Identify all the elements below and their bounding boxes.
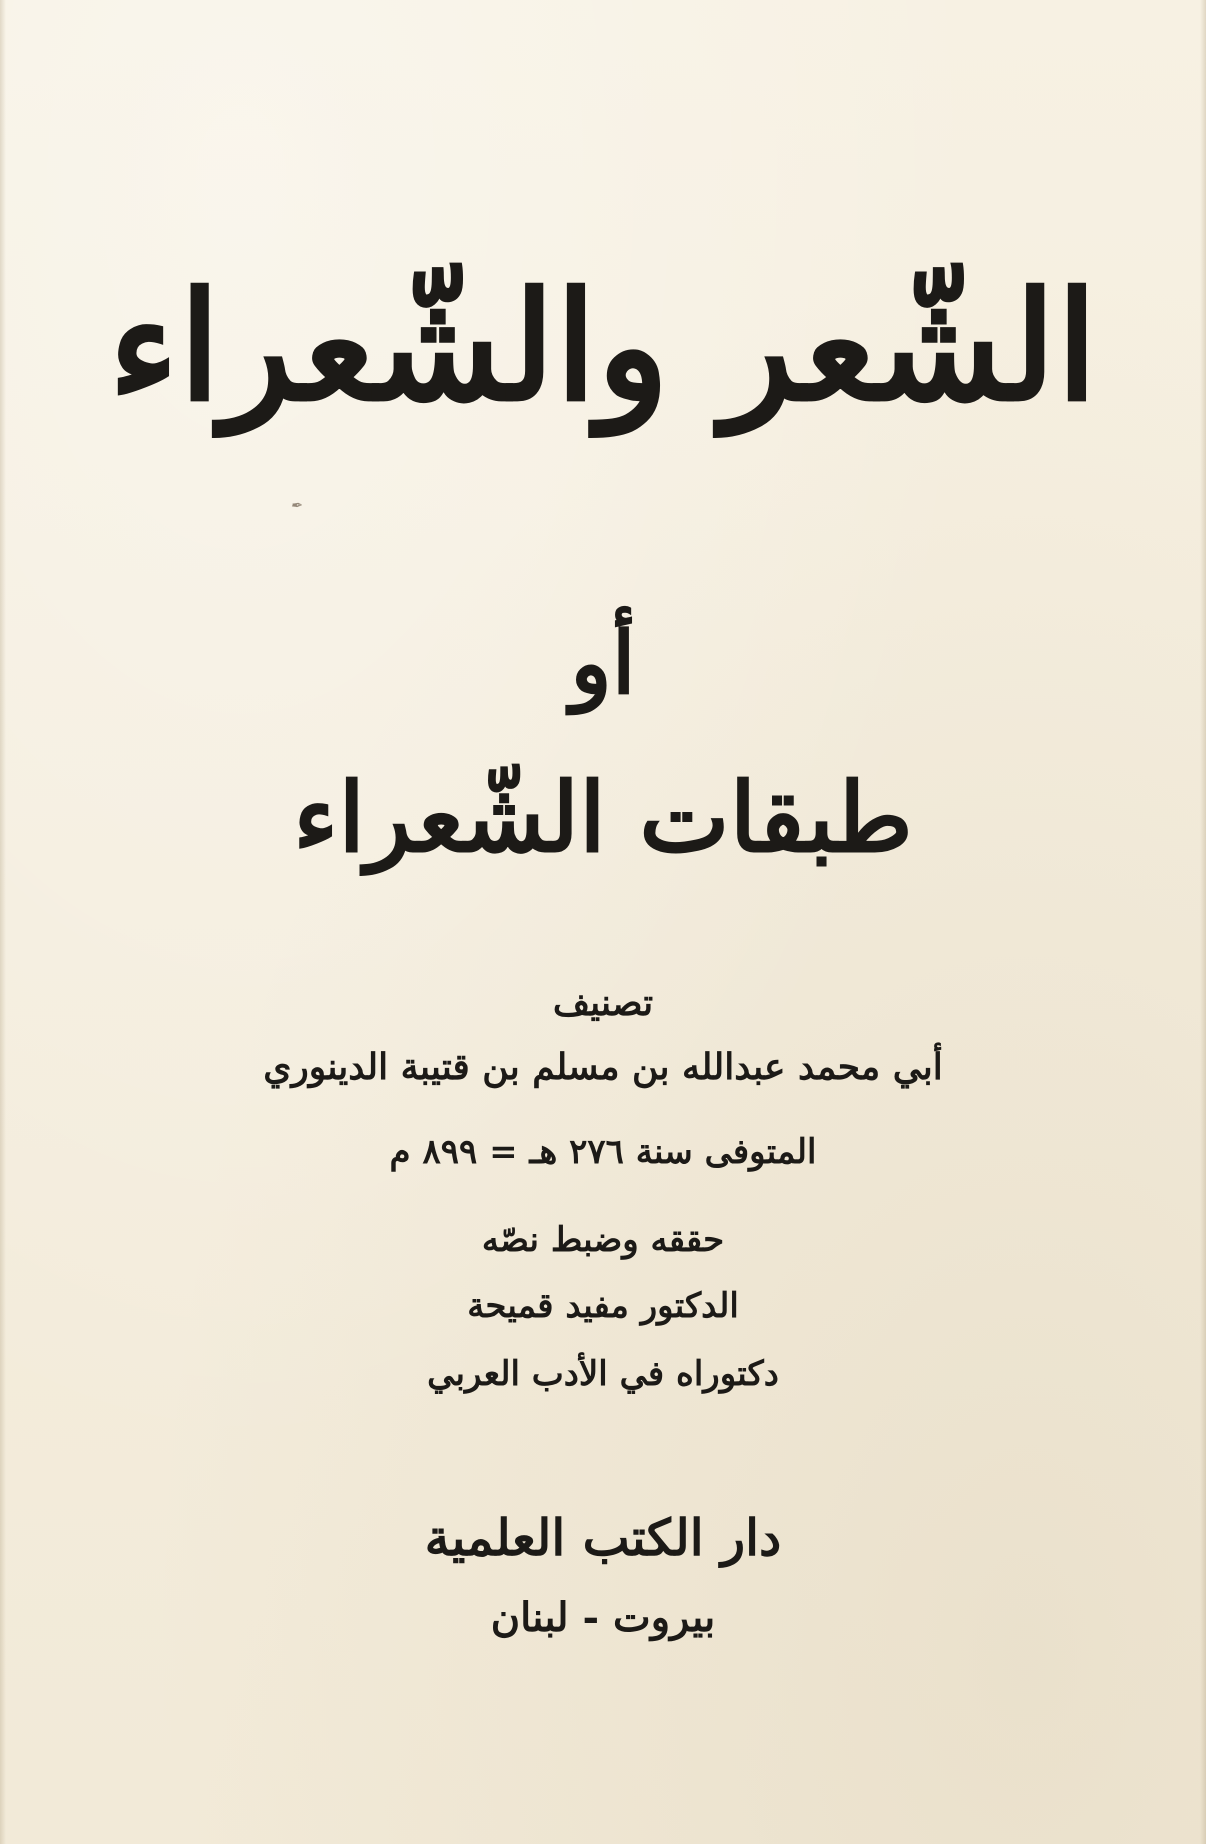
editor-role: حققه وضبط نصّه — [481, 1220, 725, 1260]
publisher-city: بيروت - لبنان — [490, 1594, 716, 1641]
publisher-name: دار الكتب العلمية — [424, 1508, 782, 1567]
book-title: الشّعر والشّعراء — [108, 259, 1098, 435]
library-stamp: ✒ — [290, 498, 302, 514]
title-conjunction: أو — [570, 613, 636, 714]
book-subtitle: طبقات الشّعراء — [293, 761, 913, 874]
author-name: أبي محمد عبدالله بن مسلم بن قتيبة الدينوري — [263, 1046, 943, 1088]
editor-name: الدكتور مفيد قميحة — [467, 1286, 739, 1326]
author-death-date: المتوفى سنة ٢٧٦ هـ = ٨٩٩ م — [389, 1132, 817, 1172]
editor-degree: دكتوراه في الأدب العربي — [427, 1354, 779, 1394]
compiled-by-label: تصنيف — [552, 982, 654, 1024]
